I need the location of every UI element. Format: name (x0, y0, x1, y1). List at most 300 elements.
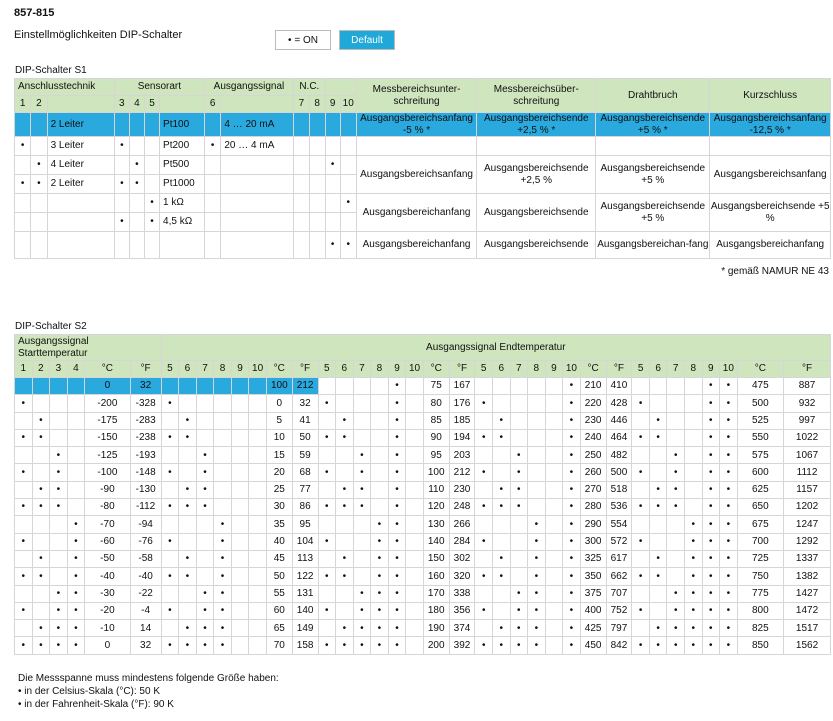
s2-end-switch-cell (649, 447, 667, 464)
s2-end-f-cell: 77 (292, 481, 318, 498)
s2-end-f-cell: 1517 (784, 620, 831, 637)
s1-sensor-cell: Pt500 (160, 156, 205, 175)
s2-end-switch-cell: • (196, 602, 214, 619)
s2-end-switch-cell: • (510, 637, 528, 654)
s2-end-switch-cell: • (371, 533, 389, 550)
s2-end-switch-cell: • (702, 516, 720, 533)
s2-end-switch-cell (231, 568, 249, 585)
s2-end-switch-cell (475, 378, 493, 395)
s2-end-switch-cell: • (161, 602, 179, 619)
s2-end-switch-cell: • (353, 585, 371, 602)
s2-end-c-cell: 450 (580, 637, 606, 654)
s1-switch-cell (294, 137, 310, 156)
s2-end-switch-cell: • (196, 620, 214, 637)
s2-end-switch-num: 8 (528, 361, 546, 378)
s2-start-switch-cell: • (50, 464, 68, 481)
s2-end-switch-cell (406, 637, 424, 654)
s2-end-switch-cell: • (475, 568, 493, 585)
s2-row (15, 533, 831, 550)
s2-row (15, 412, 831, 429)
s2-end-switch-cell: • (492, 550, 510, 567)
s2-end-switch-cell: • (702, 447, 720, 464)
s2-start-switch-cell (32, 533, 50, 550)
s2-end-switch-cell (214, 412, 232, 429)
s2-end-switch-cell (336, 516, 354, 533)
s2-end-switch-num: 10 (249, 361, 267, 378)
s2-row (15, 378, 831, 395)
s1-switch-num: 9 (325, 96, 340, 113)
s2-end-switch-cell (353, 568, 371, 585)
s1-switch-cell (309, 213, 325, 232)
s2-end-c-cell: 230 (580, 412, 606, 429)
s2-row (15, 447, 831, 464)
s2-start-f-cell: -58 (130, 550, 161, 567)
s2-end-switch-cell: • (179, 499, 197, 516)
s2-start-f-cell: -238 (130, 429, 161, 446)
s2-start-switch-cell (67, 378, 85, 395)
s2-end-switch-num: 9 (231, 361, 249, 378)
s2-end-switch-cell: • (388, 429, 406, 446)
s2-row (15, 395, 831, 412)
s2-end-switch-cell (510, 516, 528, 533)
s2-end-switch-cell (249, 378, 267, 395)
s2-end-switch-cell: • (214, 568, 232, 585)
s2-end-switch-cell (684, 395, 702, 412)
s2-start-switch-cell: • (67, 568, 85, 585)
s2-end-f-cell: 707 (606, 585, 632, 602)
s2-end-switch-cell: • (179, 412, 197, 429)
s2-start-c-cell: -100 (85, 464, 130, 481)
s1-switch-cell (294, 175, 310, 194)
s2-start-switch-cell (15, 412, 33, 429)
s2-end-switch-num: 8 (684, 361, 702, 378)
s2-end-switch-cell: • (528, 620, 546, 637)
s2-end-switch-cell: • (353, 602, 371, 619)
s2-end-switch-cell (406, 429, 424, 446)
s2-end-switch-num: 5 (475, 361, 493, 378)
s2-end-switch-num: 7 (667, 361, 685, 378)
s2-end-f-cell: 887 (784, 378, 831, 395)
s1-switch-num: 10 (340, 96, 356, 113)
s2-end-f-cell: 284 (449, 533, 475, 550)
s2-end-f-cell: 482 (606, 447, 632, 464)
s2-end-switch-cell (406, 585, 424, 602)
s2-end-switch-cell (318, 550, 336, 567)
s2-start-f-cell: 32 (130, 378, 161, 395)
s2-end-switch-cell (161, 585, 179, 602)
s1-switch-cell (114, 232, 129, 259)
s2-end-switch-cell: • (388, 602, 406, 619)
s2-end-f-cell: 500 (606, 464, 632, 481)
s2-end-switch-cell (231, 464, 249, 481)
s2-end-switch-cell: • (667, 499, 685, 516)
s2-end-f-cell: 176 (449, 395, 475, 412)
s2-start-f-cell: -283 (130, 412, 161, 429)
s2-end-f-cell: 212 (292, 378, 318, 395)
s2-end-c-cell: 750 (737, 568, 783, 585)
s2-end-switch-num: 10 (720, 361, 738, 378)
s1-switch-cell (309, 137, 325, 156)
s2-end-c-cell: 600 (737, 464, 783, 481)
s2-end-switch-cell: • (720, 378, 738, 395)
s2-end-f-cell: 230 (449, 481, 475, 498)
s2-end-switch-cell (231, 550, 249, 567)
s2-end-switch-cell (231, 412, 249, 429)
s2-end-switch-cell: • (179, 568, 197, 585)
s2-end-f-cell: 797 (606, 620, 632, 637)
s2-start-f-cell: -112 (130, 499, 161, 516)
s2-end-switch-cell: • (649, 568, 667, 585)
s2-end-switch-cell: • (336, 637, 354, 654)
s1-switch-cell (114, 156, 129, 175)
s2-end-switch-cell (406, 464, 424, 481)
s1-sensor-cell: Pt200 (160, 137, 205, 156)
s2-end-switch-cell (649, 533, 667, 550)
s2-start-switch-cell: • (50, 620, 68, 637)
s2-end-c-cell: 475 (737, 378, 783, 395)
s1-ueber-cell (477, 137, 596, 156)
s1-switch-cell (340, 175, 356, 194)
s1-switch-cell (114, 113, 129, 137)
s2-end-f-cell: 59 (292, 447, 318, 464)
s2-start-switch-cell: • (32, 412, 50, 429)
s1-switch-cell: • (325, 232, 340, 259)
s2-end-switch-cell: • (318, 533, 336, 550)
s2-end-switch-num: 6 (179, 361, 197, 378)
s2-end-c-cell: 50 (266, 568, 292, 585)
s1-switch-cell (325, 213, 340, 232)
s2-end-switch-cell (528, 481, 546, 498)
s2-end-switch-cell: • (475, 464, 493, 481)
s2-end-f-cell: 1067 (784, 447, 831, 464)
s2-end-switch-cell: • (353, 464, 371, 481)
s2-end-c-cell: 160 (423, 568, 449, 585)
s2-start-c-cell: 0 (85, 378, 130, 395)
s1-draht-cell: Ausgangsbereichsende +5 % (596, 156, 710, 194)
s2-end-switch-num: 5 (632, 361, 650, 378)
s2-start-switch-cell: • (67, 585, 85, 602)
s1-row (15, 194, 831, 213)
s2-end-switch-cell: • (528, 568, 546, 585)
s1-header-sensor: Sensorart (114, 79, 204, 96)
s2-end-switch-cell (336, 533, 354, 550)
s1-header-unter: Messbereichsunter-schreitung (356, 79, 477, 113)
s2-end-switch-cell (475, 412, 493, 429)
s1-switch-cell (204, 175, 220, 194)
s2-end-switch-cell: • (179, 429, 197, 446)
s2-end-switch-cell (528, 499, 546, 516)
s2-row (15, 568, 831, 585)
s2-end-switch-cell (545, 620, 563, 637)
s1-sensor-cell (160, 232, 205, 259)
s2-end-c-cell: 825 (737, 620, 783, 637)
s2-end-switch-cell (318, 481, 336, 498)
s2-start-switch-cell: • (15, 499, 33, 516)
s2-end-switch-cell: • (371, 550, 389, 567)
s2-end-switch-num: 7 (510, 361, 528, 378)
s2-end-switch-cell (318, 447, 336, 464)
s2-end-switch-cell: • (336, 429, 354, 446)
s2-end-c-cell: 550 (737, 429, 783, 446)
s1-switch-cell (31, 194, 47, 213)
s2-start-switch-cell (67, 447, 85, 464)
s2-end-f-cell: 1562 (784, 637, 831, 654)
s1-switch-cell (31, 232, 47, 259)
s2-end-switch-cell (475, 620, 493, 637)
s2-start-switch-cell: • (67, 637, 85, 654)
s2-end-c-cell: 20 (266, 464, 292, 481)
s1-ausgang-cell: 20 … 4 mA (221, 137, 294, 156)
s2-end-switch-cell: • (528, 585, 546, 602)
s1-anschluss-cell: 2 Leiter (47, 175, 114, 194)
s2-end-c-cell: 10 (266, 429, 292, 446)
s2-end-c-cell: 130 (423, 516, 449, 533)
s2-start-switch-cell (67, 464, 85, 481)
s2-end-switch-cell (231, 533, 249, 550)
s2-end-switch-cell: • (649, 637, 667, 654)
s2-end-c-cell: 75 (423, 378, 449, 395)
s2-end-c-cell: 525 (737, 412, 783, 429)
s1-switch-cell (15, 213, 31, 232)
s2-end-switch-cell: • (214, 620, 232, 637)
s2-end-switch-cell (684, 481, 702, 498)
s1-switch-cell: • (340, 194, 356, 213)
s2-end-c-cell: 700 (737, 533, 783, 550)
s2-end-switch-cell: • (510, 481, 528, 498)
s1-header-ueber: Messbereichsüber-schreitung (477, 79, 596, 113)
s1-switch-cell (31, 137, 47, 156)
s2-end-switch-cell (231, 481, 249, 498)
s2-end-switch-cell (545, 429, 563, 446)
s2-end-switch-cell: • (649, 429, 667, 446)
s2-end-switch-cell (649, 395, 667, 412)
s2-end-f-cell: 86 (292, 499, 318, 516)
s2-end-switch-cell: • (702, 464, 720, 481)
s2-start-f-cell: -4 (130, 602, 161, 619)
s2-end-switch-cell (406, 395, 424, 412)
s2-start-switch-cell (15, 620, 33, 637)
s1-switch-cell: • (144, 213, 159, 232)
s2-end-switch-cell: • (388, 533, 406, 550)
s1-header-ausgang: Ausgangssignal (204, 79, 293, 96)
s2-start-c-cell: -90 (85, 481, 130, 498)
s2-start-switch-cell: • (67, 533, 85, 550)
s2-end-switch-cell (161, 481, 179, 498)
s2-end-switch-num: 9 (545, 361, 563, 378)
s2-end-f-cell: 662 (606, 568, 632, 585)
s2-end-c-cell: 70 (266, 637, 292, 654)
s2-end-switch-cell (196, 412, 214, 429)
s2-end-switch-cell: • (196, 499, 214, 516)
s2-end-switch-cell: • (563, 378, 581, 395)
s2-end-switch-cell: • (563, 637, 581, 654)
s2-end-switch-cell (545, 585, 563, 602)
s2-end-switch-cell: • (318, 429, 336, 446)
s1-switch-cell (294, 156, 310, 175)
s2-end-switch-cell: • (492, 499, 510, 516)
s2-row (15, 481, 831, 498)
s1-unter-cell: Ausgangsbereichanfang (356, 194, 477, 232)
s2-end-switch-cell: • (353, 499, 371, 516)
s2-end-switch-cell (318, 516, 336, 533)
s2-end-switch-cell (632, 447, 650, 464)
s2-end-switch-num: 6 (492, 361, 510, 378)
s2-end-c-cell: 400 (580, 602, 606, 619)
s1-switch-num: 3 (114, 96, 129, 113)
s2-end-switch-cell: • (179, 481, 197, 498)
s2-end-switch-cell (179, 447, 197, 464)
s2-end-f-cell: 1202 (784, 499, 831, 516)
s2-end-switch-cell (231, 429, 249, 446)
s2-start-switch-num: 2 (32, 361, 50, 378)
s2-end-switch-cell: • (632, 395, 650, 412)
s2-end-switch-cell (632, 378, 650, 395)
s2-end-switch-cell: • (528, 602, 546, 619)
s2-end-switch-cell (371, 378, 389, 395)
s2-end-switch-cell: • (563, 568, 581, 585)
s1-ueber-cell: Ausgangsbereichsende (477, 194, 596, 232)
s2-end-switch-cell (179, 395, 197, 412)
s2-row (15, 602, 831, 619)
s2-end-switch-cell: • (720, 568, 738, 585)
s2-start-f-cell: -76 (130, 533, 161, 550)
s2-end-switch-cell: • (388, 481, 406, 498)
s1-kurz-cell (710, 137, 831, 156)
s2-end-switch-cell (179, 464, 197, 481)
s2-end-c-cell: 65 (266, 620, 292, 637)
s2-end-switch-cell (649, 464, 667, 481)
s2-start-switch-cell: • (67, 550, 85, 567)
s2-end-switch-cell (528, 378, 546, 395)
s2-end-switch-cell: • (161, 429, 179, 446)
s2-end-switch-cell: • (563, 620, 581, 637)
s1-kurz-cell: Ausgangsbereichsanfang -12,5 % * (710, 113, 831, 137)
s2-end-switch-cell: • (720, 499, 738, 516)
s2-end-switch-cell (406, 533, 424, 550)
s2-end-switch-cell: • (563, 550, 581, 567)
s2-end-switch-cell: • (336, 620, 354, 637)
s2-end-switch-cell (510, 395, 528, 412)
s1-switch-cell (325, 194, 340, 213)
s2-end-switch-cell: • (336, 568, 354, 585)
s2-end-switch-cell: • (475, 602, 493, 619)
s2-end-switch-cell: • (510, 447, 528, 464)
s2-end-c-cell: 350 (580, 568, 606, 585)
s2-start-switch-cell: • (50, 585, 68, 602)
s1-switch-cell (144, 175, 159, 194)
s2-end-switch-num: 8 (371, 361, 389, 378)
s2-end-switch-cell (510, 429, 528, 446)
s2-end-c-cell: 425 (580, 620, 606, 637)
s2-end-switch-cell (371, 499, 389, 516)
s2-end-f-cell: 194 (449, 429, 475, 446)
s2-row (15, 464, 831, 481)
s1-anschluss-cell (47, 194, 114, 213)
s1-switch-cell (294, 113, 310, 137)
s2-end-switch-cell: • (492, 412, 510, 429)
s1-switch-cell: • (325, 156, 340, 175)
s2-end-c-cell: 260 (580, 464, 606, 481)
s2-start-switch-cell (15, 481, 33, 498)
s1-anschluss-cell: 3 Leiter (47, 137, 114, 156)
s2-end-switch-cell: • (196, 481, 214, 498)
s2-end-switch-num: 5 (161, 361, 179, 378)
s2-end-switch-cell: • (702, 550, 720, 567)
s2-start-c-cell: -20 (85, 602, 130, 619)
dip-switch-s1-table (14, 78, 831, 259)
s2-end-switch-cell: • (371, 637, 389, 654)
s2-end-switch-cell: • (720, 602, 738, 619)
s1-switch-cell: • (144, 194, 159, 213)
s2-end-switch-cell: • (161, 533, 179, 550)
s2-end-switch-cell: • (720, 464, 738, 481)
s1-draht-cell: Ausgangsbereichan-fang (596, 232, 710, 259)
s2-end-switch-cell (249, 395, 267, 412)
s2-end-c-cell: 200 (423, 637, 449, 654)
s2-start-switch-cell: • (32, 620, 50, 637)
s2-end-f-cell: 410 (606, 378, 632, 395)
s2-end-switch-cell: • (196, 637, 214, 654)
s2-end-c-cell: 120 (423, 499, 449, 516)
s2-end-f-cell: 320 (449, 568, 475, 585)
s2-start-switch-cell: • (50, 447, 68, 464)
s2-start-f-cell: -22 (130, 585, 161, 602)
s2-end-f-cell: 374 (449, 620, 475, 637)
s1-switch-cell (294, 213, 310, 232)
s2-end-switch-cell (214, 378, 232, 395)
s2-start-switch-cell (32, 516, 50, 533)
s2-end-switch-cell (249, 568, 267, 585)
s2-start-switch-cell (32, 447, 50, 464)
s2-end-switch-cell: • (702, 429, 720, 446)
s2-end-c-cell: 725 (737, 550, 783, 567)
s1-ausgang-cell (221, 175, 294, 194)
s1-switch-cell (144, 137, 159, 156)
s2-end-c-cell: 850 (737, 637, 783, 654)
s2-end-switch-cell: • (702, 637, 720, 654)
s2-end-switch-cell: • (720, 620, 738, 637)
s2-end-switch-cell (249, 585, 267, 602)
s2-end-switch-cell: • (388, 447, 406, 464)
s2-end-switch-cell (545, 550, 563, 567)
s2-end-switch-cell (528, 447, 546, 464)
s2-end-switch-cell (510, 378, 528, 395)
s2-end-c-cell: 775 (737, 585, 783, 602)
s1-switch-num: 1 (15, 96, 31, 113)
s2-end-c-cell: 95 (423, 447, 449, 464)
s2-end-switch-cell: • (563, 533, 581, 550)
s2-note-1: • in der Celsius-Skala (°C): 50 K (18, 686, 160, 697)
s2-start-switch-cell: • (15, 464, 33, 481)
s1-draht-cell (596, 137, 710, 156)
s2-end-switch-cell (353, 412, 371, 429)
s2-note-2: • in der Fahrenheit-Skala (°F): 90 K (18, 699, 174, 710)
s1-header-nc: N.C. (294, 79, 326, 96)
s1-sensor-cell: Pt1000 (160, 175, 205, 194)
s2-end-f-cell: 266 (449, 516, 475, 533)
s2-end-c-cell: 30 (266, 499, 292, 516)
s2-end-switch-num: 10 (563, 361, 581, 378)
s1-switch-cell (204, 194, 220, 213)
s2-end-switch-cell: • (632, 464, 650, 481)
s2-end-switch-cell (161, 412, 179, 429)
s2-end-switch-cell: • (161, 568, 179, 585)
s2-end-switch-cell (196, 378, 214, 395)
s2-end-switch-cell (196, 395, 214, 412)
s2-end-switch-cell (161, 516, 179, 533)
s2-end-switch-cell: • (632, 637, 650, 654)
s2-start-f-cell: 32 (130, 637, 161, 654)
